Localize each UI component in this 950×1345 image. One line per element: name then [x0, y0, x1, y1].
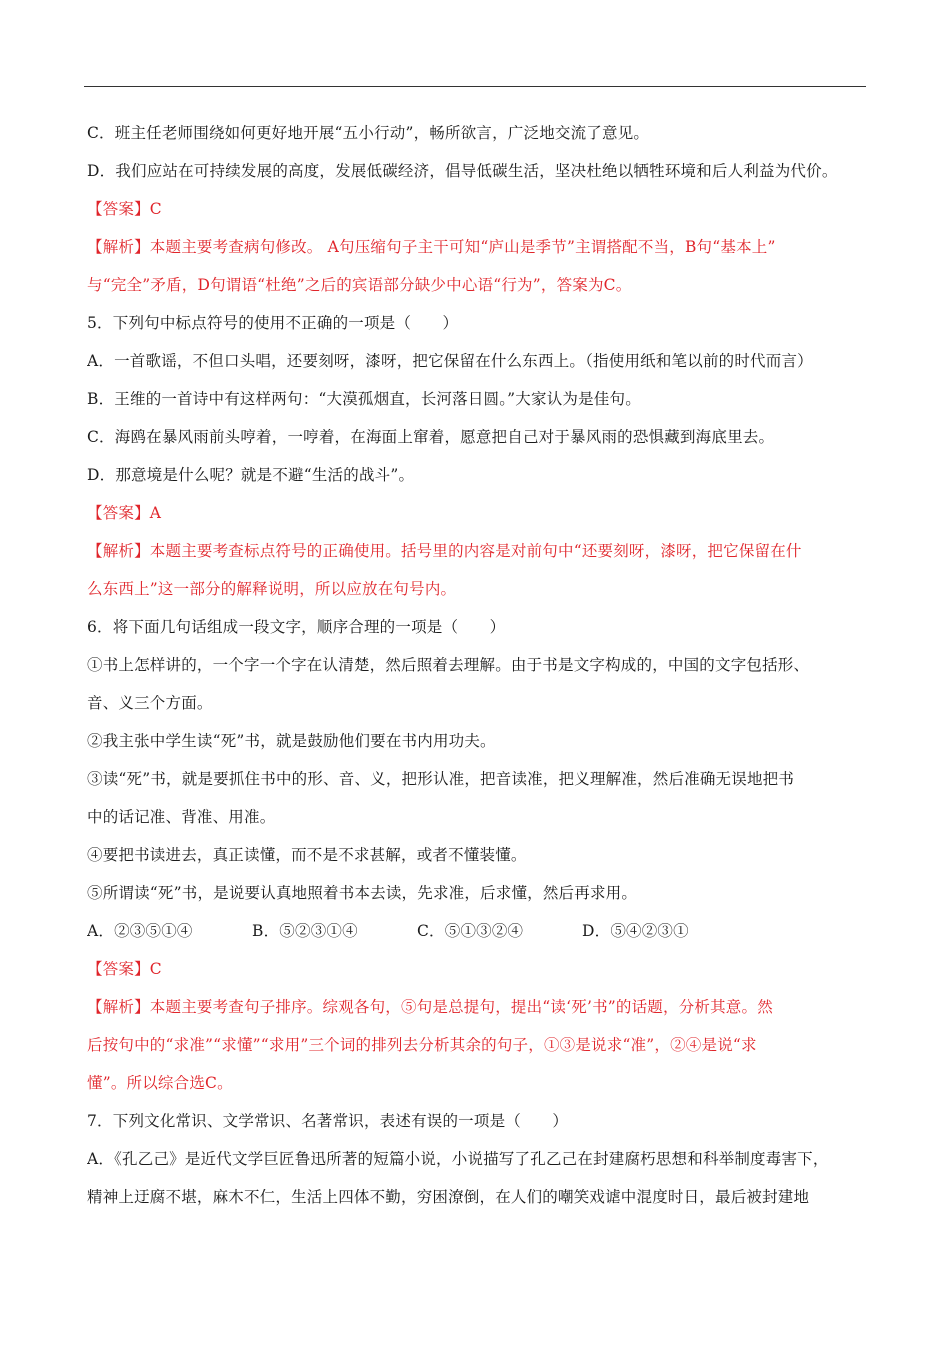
q7-stem: 7．下列文化常识、文学常识、名著常识，表述有误的一项是（ ） [87, 1112, 569, 1130]
q6-sentence-3-line-2: 中的话记准、背准、用准。 [87, 808, 276, 826]
q6-sentence-5: ⑤所谓读“死”书，是说要认真地照着书本去读，先求准，后求懂，然后再求用。 [87, 884, 638, 902]
q5-option-c: C．海鸥在暴风雨前头哼着，一哼着，在海面上窜着，愿意把自己对于暴风雨的恐惧藏到海底里去。 [87, 428, 775, 446]
q6-analysis-line-3: 懂”。所以综合选C。 [87, 1074, 233, 1092]
q5-stem: 5．下列句中标点符号的使用不正确的一项是（ ） [87, 314, 459, 332]
q6-sentence-3-line-1: ③读“死”书，就是要抓住书中的形、音、义，把形认准，把音读准，把义理解准，然后准确无误地把书 [87, 770, 795, 788]
q6-analysis-line-2: 后按句中的“求准”“求懂”“求用”三个词的排列去分析其余的句子，①③是说求“准”，②④是说“求 [87, 1036, 757, 1054]
header-rule [84, 86, 866, 87]
q4-option-d: D．我们应站在可持续发展的高度，发展低碳经济，倡导低碳生活，坚决杜绝以牺牲环境和后人利益为代价。 [87, 162, 838, 180]
q6-option-a: A．②③⑤①④ [87, 922, 193, 940]
q6-option-d: D．⑤④②③① [582, 922, 689, 940]
q5-option-a: A．一首歌谣，不但口头唱，还要刻呀，漆呀，把它保留在什么东西上。（指使用纸和笔以前的时代而言） [87, 352, 813, 370]
q6-answer: 【答案】C [87, 960, 162, 978]
q6-sentence-1-line-1: ①书上怎样讲的，一个字一个字在认清楚，然后照着去理解。由于书是文字构成的，中国的文字包括形、 [87, 656, 810, 674]
q4-answer: 【答案】C [87, 200, 162, 218]
q6-sentence-2: ②我主张中学生读“死”书，就是鼓励他们要在书内用功夫。 [87, 732, 496, 750]
q4-analysis-line-2: 与“完全”矛盾，D句谓语“杜绝”之后的宾语部分缺少中心语“行为”，答案为C。 [87, 276, 632, 294]
q6-stem: 6．将下面几句话组成一段文字，顺序合理的一项是（ ） [87, 618, 506, 636]
q5-answer: 【答案】A [87, 504, 162, 522]
q7-option-a-line-1: A．《孔乙己》是近代文学巨匠鲁迅所著的短篇小说，小说描写了孔乙己在封建腐朽思想和科举制度毒害下， [87, 1150, 829, 1168]
q6-option-c: C．⑤①③②④ [417, 922, 524, 940]
q5-analysis-line-1: 【解析】本题主要考查标点符号的正确使用。括号里的内容是对前句中“还要刻呀，漆呀，把它保留在什 [87, 542, 802, 560]
q4-option-c: C．班主任老师围绕如何更好地开展“五小行动”，畅所欲言，广泛地交流了意见。 [87, 124, 650, 142]
q5-option-d: D．那意境是什么呢？就是不避“生活的战斗”。 [87, 466, 415, 484]
q6-options [87, 912, 867, 950]
q5-option-b: B．王维的一首诗中有这样两句：“大漠孤烟直，长河落日圆。”大家认为是佳句。 [87, 390, 641, 408]
document-body [87, 114, 867, 1216]
q6-option-b: B．⑤②③①④ [252, 922, 358, 940]
q6-sentence-1-line-2: 音、义三个方面。 [87, 694, 213, 712]
q5-analysis-line-2: 么东西上”这一部分的解释说明，所以应放在句号内。 [87, 580, 457, 598]
q6-analysis-line-1: 【解析】本题主要考查句子排序。综观各句，⑤句是总提句，提出“读‘死’书”的话题，分析其意。然 [87, 998, 773, 1016]
q7-option-a-line-2: 精神上迂腐不堪，麻木不仁，生活上四体不勤，穷困潦倒，在人们的嘲笑戏谑中混度时日，最后被封建地 [87, 1188, 810, 1206]
q6-sentence-4: ④要把书读进去，真正读懂，而不是不求甚解，或者不懂装懂。 [87, 846, 527, 864]
q4-analysis-line-1: 【解析】本题主要考查病句修改。 A句压缩句子主干可知“庐山是季节”主谓搭配不当，B句“基本上” [87, 238, 776, 256]
